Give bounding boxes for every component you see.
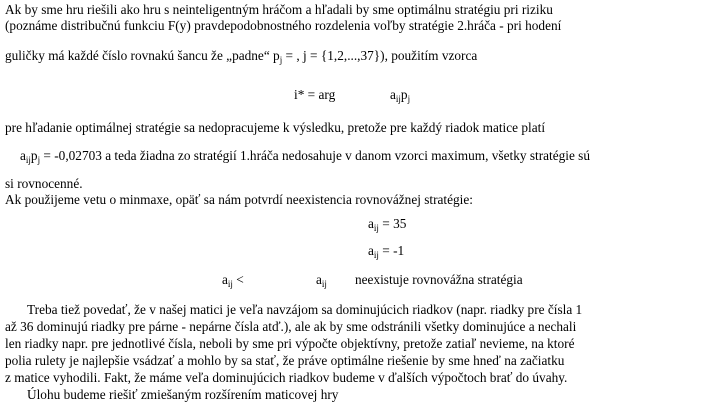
text: a [20,148,26,163]
text: pre hľadanie optimálnej stratégie sa nedopracujeme k výsledku, pretože pre každý riadok matice platí [5,120,546,135]
formula-text: i* = arg [294,87,336,102]
paragraph-line [5,319,576,335]
subscript: j [279,55,283,65]
formula-text: a [390,87,396,102]
subscript: ij [321,279,327,289]
formula-min [368,243,404,263]
paragraph-line [5,2,553,18]
formula-text: < [232,272,244,287]
subscript: j [407,94,411,104]
text: = , j = {1,2,...,37}), použitím vzorca [285,48,478,63]
subscript: ij [25,155,31,165]
text: p [30,148,38,163]
formula-text: a [368,216,374,231]
paragraph-line [5,370,567,386]
formula-text: a [222,272,228,287]
text: (poznáme distribučnú funkciu F(y) pravdepodobnostného rozdelenia voľby stratégie 2.hráča - pri hodení [5,18,562,33]
text: až 36 dominujú riadky pre párne - nepárne čísla atď.), ale ak by sme odstránili všetky dominujúce a nechali [5,319,577,334]
formula-text: a [368,243,374,258]
text: Treba tiež povedať, že v našej matici je veľa navzájom sa dominujúcich riadkov (napr. riadky pre čísla 1 [27,302,583,317]
formula-text: p [400,87,408,102]
text: guličky má každé číslo rovnakú šancu že „padne“ p [5,48,280,63]
paragraph-line [5,120,545,136]
formula-comparison-right [316,272,327,292]
paragraph-line [5,18,561,34]
paragraph-line [27,387,338,403]
text: Ak použijeme vetu o minmaxe, opäť sa nám potvrdí neexistencia rovnovážnej stratégie: [5,192,473,207]
text: si rovnocenné. [5,176,83,191]
conclusion-text [355,272,523,288]
text: Ak by sme hru riešili ako hru s neinteligentným hráčom a hľadali by sme optimálnu stratégiu pri riziku [5,2,553,17]
subscript: ij [395,94,401,104]
formula-text: = 35 [378,216,407,231]
text: Úlohu budeme riešiť zmiešaným rozšírením maticovej hry [27,387,339,402]
subscript: ij [373,223,379,233]
formula-term [390,87,410,107]
formula-text: = -1 [378,243,405,258]
paragraph-line [5,176,83,192]
paragraph-line [5,48,477,68]
formula-argmax [294,87,335,103]
paragraph-line [5,336,574,352]
paragraph-line [20,148,590,168]
formula-comparison-left [222,272,244,292]
text: polia rulety je najlepšie vsádzať a mohlo by sa stať, že práve optimálne riešenie by sme hneď na začiatku [5,353,565,368]
formula-text: a [316,272,322,287]
paragraph-line [27,302,582,318]
text: len riadky napr. pre jednotlivé čísla, neboli by sme pri výpočte objektívny, pretože zatiaľ nevieme, na ktoré [5,336,575,351]
paragraph-line [5,353,564,369]
subscript: ij [373,250,379,260]
text: z matice vyhodili. Fakt, že máme veľa dominujúcich riadkov budeme v ďalších výpočtoch brať do úvahy. [5,370,568,385]
text: neexistuje rovnovážna stratégia [355,272,523,287]
paragraph-line [5,192,473,208]
subscript: ij [227,279,233,289]
formula-max [368,216,406,236]
text: = -0,02703 a teda žiadna zo stratégií 1.hráča nedosahuje v danom vzorci maximum, všetky stratégie sú [40,148,591,163]
subscript: j [37,155,41,165]
